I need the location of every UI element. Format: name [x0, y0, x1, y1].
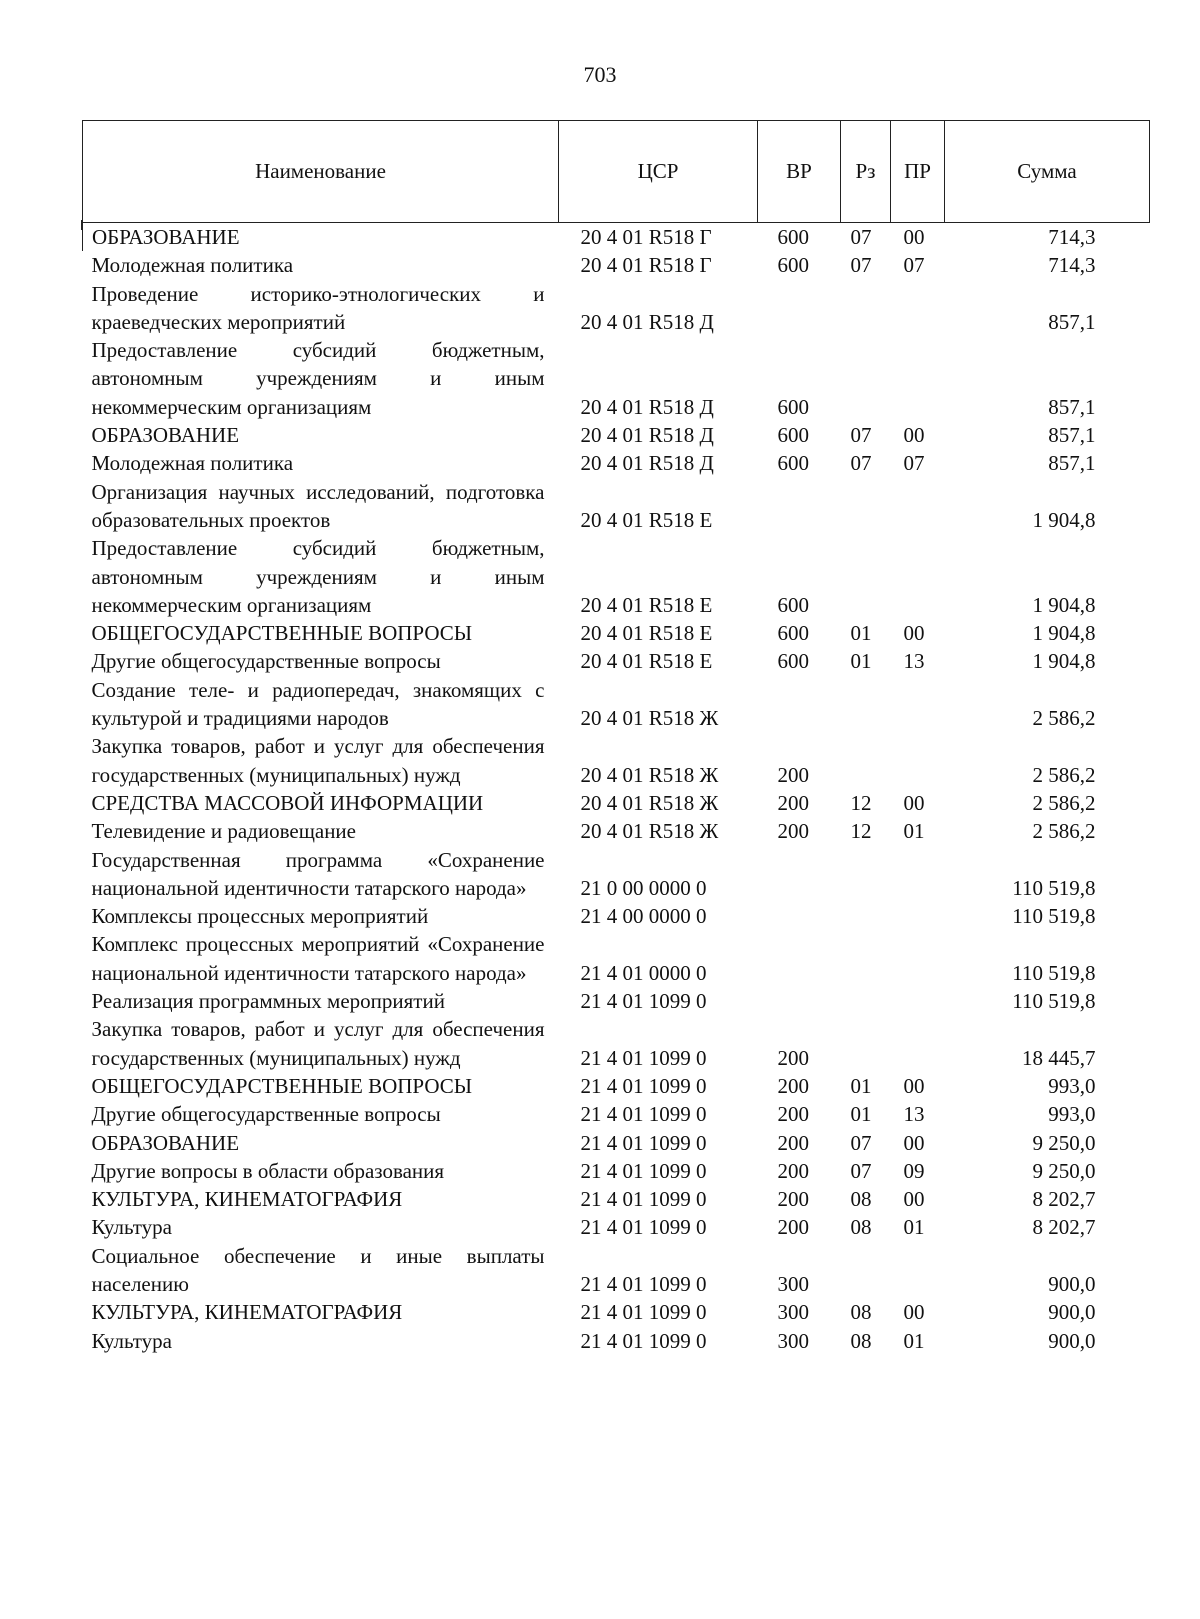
cell-sum: 900,0 — [1048, 1271, 1096, 1296]
cell-sum: 110 519,8 — [1012, 989, 1096, 1014]
cell-csr: 21 4 00 0000 0 — [580, 904, 707, 929]
cell-name: Культура — [91, 1328, 172, 1353]
cell-pr: 00 — [903, 1187, 925, 1212]
cell-pr — [891, 336, 945, 421]
table-row — [83, 732, 1150, 789]
cell-name: Молодежная политика — [91, 451, 294, 476]
cell-vr: 300 — [777, 1328, 809, 1353]
cell-rz: 08 — [850, 1300, 872, 1325]
cell-rz: 07 — [850, 225, 872, 249]
table-row — [83, 676, 1150, 733]
table-row — [83, 647, 1150, 675]
cell-rz: 08 — [850, 1215, 872, 1240]
table-row — [83, 1327, 1150, 1355]
cell-pr: 07 — [903, 451, 925, 476]
cell-name: Молодежная политика — [91, 253, 294, 278]
cell-csr: 20 4 01 R518 Е — [580, 649, 713, 674]
cell-sum: 993,0 — [1048, 1073, 1096, 1098]
cell-csr: 21 4 01 1099 0 — [580, 1187, 707, 1212]
cell-vr: 200 — [777, 1073, 809, 1098]
cell-name: ОБРАЗОВАНИЕ — [91, 1130, 240, 1155]
cell-vr: 300 — [777, 1271, 809, 1296]
cell-vr: 600 — [777, 394, 809, 419]
cell-pr: 01 — [903, 1215, 925, 1240]
cell-vr: 600 — [777, 592, 809, 617]
cell-sum: 110 519,8 — [1012, 960, 1096, 985]
cell-name: Реализация программных мероприятий — [91, 989, 445, 1014]
table-row — [83, 1015, 1150, 1072]
cell-sum: 2 586,2 — [1032, 706, 1096, 731]
cell-rz — [841, 534, 891, 619]
cell-name: Проведение историко-этнологических и краеведческих мероприятий — [91, 281, 545, 334]
cell-pr — [891, 732, 945, 789]
cell-pr — [891, 987, 945, 1015]
cell-csr: 20 4 01 R518 Ж — [580, 819, 719, 844]
cell-rz: 01 — [850, 649, 872, 674]
cell-name: ОБЩЕГОСУДАРСТВЕННЫЕ ВОПРОСЫ — [91, 621, 473, 646]
cell-rz: 12 — [850, 819, 872, 844]
cell-vr: 300 — [777, 1300, 809, 1325]
table-left-border — [81, 220, 82, 230]
cell-name: Культура — [91, 1215, 172, 1240]
cell-pr — [891, 902, 945, 930]
cell-pr — [891, 1015, 945, 1072]
cell-rz: 08 — [850, 1328, 872, 1353]
cell-csr: 21 4 01 1099 0 — [580, 1102, 707, 1127]
cell-pr: 13 — [903, 649, 925, 674]
table-row — [83, 619, 1150, 647]
table-row — [83, 1157, 1150, 1185]
cell-pr: 00 — [903, 790, 925, 815]
cell-pr — [891, 478, 945, 535]
cell-pr: 00 — [903, 225, 925, 249]
cell-rz — [841, 280, 891, 337]
cell-rz: 07 — [850, 423, 872, 448]
table-row — [83, 336, 1150, 421]
cell-sum: 900,0 — [1048, 1328, 1096, 1353]
cell-pr: 09 — [903, 1158, 925, 1183]
table-header — [83, 121, 1150, 223]
cell-vr: 200 — [777, 790, 809, 815]
page-number: 703 — [583, 62, 617, 87]
cell-csr: 20 4 01 R518 Е — [580, 592, 713, 617]
cell-name: Другие общегосударственные вопросы — [91, 649, 441, 674]
cell-vr — [758, 987, 841, 1015]
cell-sum: 714,3 — [1048, 253, 1096, 278]
table-row — [83, 1100, 1150, 1128]
cell-csr: 21 4 01 1099 0 — [580, 1130, 707, 1155]
cell-sum: 1 904,8 — [1032, 649, 1096, 674]
table-row — [83, 280, 1150, 337]
cell-sum: 2 586,2 — [1032, 819, 1096, 844]
cell-csr: 20 4 01 R518 Д — [580, 394, 714, 419]
cell-vr: 200 — [777, 819, 809, 844]
cell-csr: 21 4 01 1099 0 — [580, 1073, 707, 1098]
cell-sum: 1 904,8 — [1032, 592, 1096, 617]
cell-rz: 08 — [850, 1187, 872, 1212]
cell-sum: 2 586,2 — [1032, 762, 1096, 787]
cell-pr: 01 — [903, 819, 925, 844]
cell-rz — [841, 732, 891, 789]
cell-rz — [841, 902, 891, 930]
cell-name: ОБРАЗОВАНИЕ — [83, 223, 559, 252]
cell-sum: 18 445,7 — [1022, 1045, 1096, 1070]
cell-csr: 20 4 01 R518 Г — [580, 225, 712, 249]
cell-vr — [758, 902, 841, 930]
cell-vr: 200 — [777, 1215, 809, 1240]
cell-rz — [841, 1242, 891, 1299]
cell-pr: 07 — [903, 253, 925, 278]
cell-sum: 857,1 — [1048, 309, 1096, 334]
cell-vr: 200 — [777, 1187, 809, 1212]
cell-csr: 21 4 01 1099 0 — [580, 1215, 707, 1240]
cell-vr — [758, 846, 841, 903]
cell-rz: 01 — [850, 1073, 872, 1098]
cell-vr — [758, 280, 841, 337]
cell-name: Закупка товаров, работ и услуг для обеспечения государственных (муниципальных) нужд — [91, 734, 545, 787]
cell-name: Создание теле- и радиопередач, знакомящих с культурой и традициями народов — [91, 677, 545, 731]
cell-sum: 8 202,7 — [1032, 1215, 1096, 1240]
cell-rz — [841, 1015, 891, 1072]
cell-csr: 20 4 01 R518 Д — [580, 423, 714, 448]
cell-csr: 21 4 01 1099 0 — [580, 1271, 707, 1296]
cell-name: Телевидение и радиовещание — [91, 819, 356, 844]
cell-vr: 600 — [777, 423, 809, 448]
cell-rz: 07 — [850, 451, 872, 476]
cell-name: Комплексы процессных мероприятий — [91, 904, 429, 929]
cell-csr: 21 4 01 1099 0 — [580, 989, 707, 1014]
cell-vr: 600 — [777, 253, 809, 278]
cell-vr: 200 — [777, 1102, 809, 1127]
cell-name: СРЕДСТВА МАССОВОЙ ИНФОРМАЦИИ — [91, 790, 484, 815]
cell-rz: 12 — [850, 790, 872, 815]
cell-sum: 8 202,7 — [1032, 1187, 1096, 1212]
table-row — [83, 902, 1150, 930]
table-row — [83, 846, 1150, 903]
cell-sum: 900,0 — [1048, 1300, 1096, 1325]
table-row — [83, 251, 1150, 279]
cell-csr: 21 4 01 1099 0 — [580, 1045, 707, 1070]
header-pr: ПР — [891, 121, 945, 223]
cell-vr — [758, 930, 841, 987]
cell-pr: 00 — [903, 621, 925, 646]
cell-csr: 20 4 01 R518 Е — [580, 621, 713, 646]
cell-vr: 600 — [777, 621, 809, 646]
cell-pr: 13 — [903, 1102, 925, 1127]
cell-csr: 20 4 01 R518 Ж — [580, 790, 719, 815]
table-row — [83, 817, 1150, 845]
cell-sum: 857,1 — [1048, 451, 1096, 476]
table-row — [83, 534, 1150, 619]
table-row — [83, 789, 1150, 817]
cell-pr: 00 — [903, 1300, 925, 1325]
cell-sum: 110 519,8 — [1012, 875, 1096, 900]
cell-csr: 21 4 01 1099 0 — [580, 1300, 707, 1325]
cell-rz — [841, 930, 891, 987]
cell-csr: 20 4 01 R518 Е — [580, 507, 713, 532]
table-row — [83, 1213, 1150, 1241]
table-row — [83, 1298, 1150, 1326]
cell-pr: 00 — [903, 1130, 925, 1155]
table-row — [83, 449, 1150, 477]
cell-sum: 993,0 — [1048, 1102, 1096, 1127]
cell-vr: 600 — [777, 649, 809, 674]
cell-vr: 200 — [777, 1045, 809, 1070]
cell-name: Предоставление субсидий бюджетным, автономным учреждениям и иным некоммерческим организациям — [91, 338, 545, 419]
cell-vr: 200 — [777, 1130, 809, 1155]
cell-csr: 21 4 01 1099 0 — [580, 1328, 707, 1353]
table-row — [83, 1185, 1150, 1213]
cell-csr: 20 4 01 R518 Ж — [580, 762, 719, 787]
cell-vr: 200 — [777, 762, 809, 787]
cell-name: ОБЩЕГОСУДАРСТВЕННЫЕ ВОПРОСЫ — [91, 1073, 473, 1098]
cell-rz — [841, 676, 891, 733]
cell-sum: 857,1 — [1048, 423, 1096, 448]
cell-pr — [891, 280, 945, 337]
cell-rz — [841, 987, 891, 1015]
cell-vr — [758, 676, 841, 733]
cell-sum: 857,1 — [1048, 394, 1096, 419]
table-row — [83, 930, 1150, 987]
cell-pr: 01 — [903, 1328, 925, 1353]
cell-pr — [891, 930, 945, 987]
table-row — [83, 421, 1150, 449]
cell-pr — [891, 676, 945, 733]
cell-sum: 9 250,0 — [1032, 1130, 1096, 1155]
cell-csr: 20 4 01 R518 Ж — [580, 706, 719, 731]
cell-sum: 9 250,0 — [1032, 1158, 1096, 1183]
cell-csr: 21 4 01 1099 0 — [580, 1158, 707, 1183]
header-sum: Сумма — [945, 121, 1150, 223]
header-csr: ЦСР — [559, 121, 758, 223]
cell-pr: 00 — [903, 1073, 925, 1098]
table-row — [83, 478, 1150, 535]
cell-rz: 01 — [850, 1102, 872, 1127]
cell-csr: 21 0 00 0000 0 — [580, 875, 707, 900]
cell-csr: 20 4 01 R518 Д — [580, 309, 714, 334]
cell-pr — [891, 534, 945, 619]
cell-vr: 600 — [777, 451, 809, 476]
cell-rz: 07 — [850, 1130, 872, 1155]
table-row — [83, 223, 1150, 252]
cell-name: Другие вопросы в области образования — [91, 1158, 445, 1183]
cell-sum: 110 519,8 — [1012, 904, 1096, 929]
cell-name: Предоставление субсидий бюджетным, автономным учреждениям и иным некоммерческим организациям — [91, 536, 545, 617]
cell-name: Организация научных исследований, подготовка образовательных проектов — [91, 479, 545, 532]
cell-csr: 21 4 01 0000 0 — [580, 960, 707, 985]
header-row — [83, 121, 1150, 223]
cell-name: Другие общегосударственные вопросы — [91, 1102, 441, 1127]
cell-sum: 714,3 — [1048, 225, 1096, 249]
cell-name: Социальное обеспечение и иные выплаты населению — [91, 1243, 545, 1296]
table-row — [83, 1072, 1150, 1100]
cell-vr: 600 — [777, 225, 809, 249]
cell-vr — [758, 478, 841, 535]
budget-table — [82, 120, 1150, 1355]
cell-rz: 07 — [850, 1158, 872, 1183]
cell-pr — [891, 846, 945, 903]
cell-rz: 07 — [850, 253, 872, 278]
cell-rz — [841, 478, 891, 535]
table-row — [83, 1242, 1150, 1299]
header-name: Наименование — [83, 121, 559, 223]
table-row — [83, 1129, 1150, 1157]
cell-name: Комплекс процессных мероприятий «Сохранение национальной идентичности татарского народа» — [91, 932, 545, 985]
table-body — [83, 223, 1150, 1355]
cell-vr: 200 — [777, 1158, 809, 1183]
cell-rz — [841, 846, 891, 903]
cell-csr: 20 4 01 R518 Г — [580, 253, 712, 278]
header-vr: ВР — [758, 121, 841, 223]
cell-sum: 1 904,8 — [1032, 507, 1096, 532]
table-row — [83, 987, 1150, 1015]
cell-name: КУЛЬТУРА, КИНЕМАТОГРАФИЯ — [91, 1300, 403, 1325]
header-rz: Рз — [841, 121, 891, 223]
cell-name: ОБРАЗОВАНИЕ — [91, 423, 240, 448]
cell-sum: 1 904,8 — [1032, 621, 1096, 646]
cell-rz — [841, 336, 891, 421]
cell-csr: 20 4 01 R518 Д — [580, 451, 714, 476]
cell-name: КУЛЬТУРА, КИНЕМАТОГРАФИЯ — [91, 1187, 403, 1212]
cell-sum: 2 586,2 — [1032, 790, 1096, 815]
cell-pr: 00 — [903, 423, 925, 448]
cell-name: Закупка товаров, работ и услуг для обеспечения государственных (муниципальных) нужд — [91, 1017, 545, 1070]
cell-name: Государственная программа «Сохранение национальной идентичности татарского народа» — [91, 847, 545, 900]
cell-rz: 01 — [850, 621, 872, 646]
cell-pr — [891, 1242, 945, 1299]
